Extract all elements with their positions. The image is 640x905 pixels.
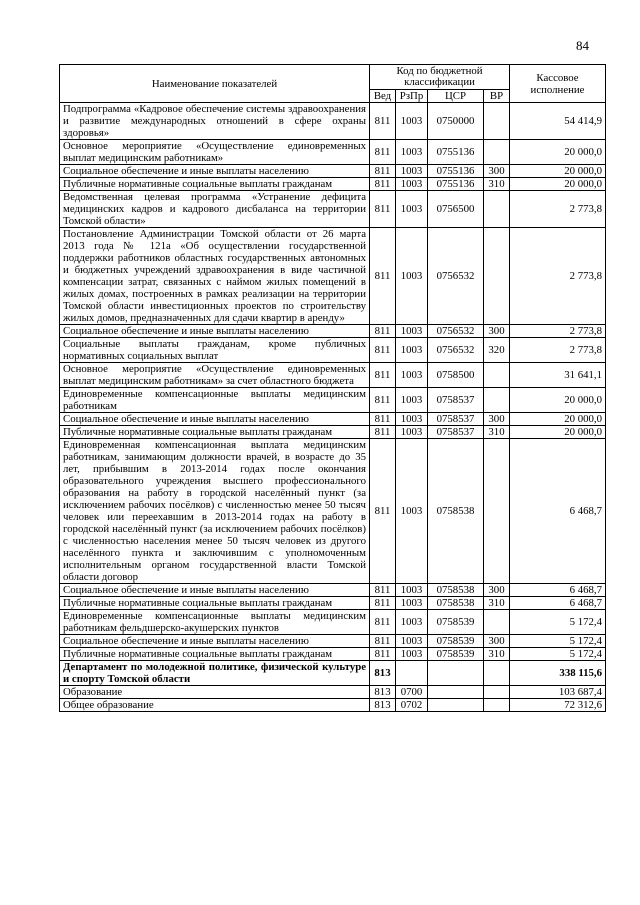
row-ved: 811 xyxy=(370,635,396,648)
row-vr: 310 xyxy=(484,426,510,439)
row-rzpr: 1003 xyxy=(396,426,428,439)
row-amount: 2 773,8 xyxy=(510,228,606,325)
row-csr: 0756500 xyxy=(428,191,484,228)
row-rzpr: 0700 xyxy=(396,686,428,699)
row-name: Социальное обеспечение и иные выплаты населению xyxy=(60,413,370,426)
table-row xyxy=(60,165,606,178)
row-rzpr: 1003 xyxy=(396,140,428,165)
row-ved: 811 xyxy=(370,325,396,338)
row-ved: 811 xyxy=(370,439,396,584)
row-ved: 811 xyxy=(370,338,396,363)
table-row xyxy=(60,363,606,388)
row-rzpr: 1003 xyxy=(396,178,428,191)
table-row xyxy=(60,191,606,228)
row-name: Департамент по молодежной политике, физической культуре и спорту Томской области xyxy=(60,661,370,686)
row-amount: 5 172,4 xyxy=(510,648,606,661)
row-amount: 20 000,0 xyxy=(510,165,606,178)
row-name: Социальное обеспечение и иные выплаты населению xyxy=(60,635,370,648)
row-name: Социальное обеспечение и иные выплаты населению xyxy=(60,325,370,338)
row-amount: 338 115,6 xyxy=(510,661,606,686)
row-name: Единовременная компенсационная выплата медицинским работникам, занимающим должности врачей, в возрасте до 35 лет, прибывшим в 2013-2014 годах после окончания образовательного учреждения высшего профессионального образования на работу в городской населённый пункт (за исключением рабочих посёлков) с численностью менее 50 тысяч человек или переехавшим в 2013-2014 годах на работу в городской населённый пункт (за исключением рабочих посёлков) с численностью населения менее 50 тысяч человек из другого населённого пункта и заключившим с уполномоченным исполнительным органом государственной власти Томской области договор xyxy=(60,439,370,584)
row-csr: 0758538 xyxy=(428,439,484,584)
table-row xyxy=(60,597,606,610)
row-name: Публичные нормативные социальные выплаты гражданам xyxy=(60,648,370,661)
table-body xyxy=(60,103,606,712)
row-vr xyxy=(484,363,510,388)
row-name: Публичные нормативные социальные выплаты гражданам xyxy=(60,597,370,610)
row-ved: 811 xyxy=(370,228,396,325)
row-rzpr: 1003 xyxy=(396,388,428,413)
header-name: Наименование показателей xyxy=(60,65,370,103)
row-csr: 0758539 xyxy=(428,648,484,661)
header-rzpr: РзПр xyxy=(396,90,428,103)
table-row xyxy=(60,178,606,191)
table-row xyxy=(60,140,606,165)
table-row xyxy=(60,699,606,712)
row-rzpr: 1003 xyxy=(396,610,428,635)
row-amount: 20 000,0 xyxy=(510,178,606,191)
header-amount: Кассовое исполнение xyxy=(510,65,606,103)
row-vr: 310 xyxy=(484,178,510,191)
row-csr: 0758537 xyxy=(428,426,484,439)
header-vr: ВР xyxy=(484,90,510,103)
row-ved: 811 xyxy=(370,140,396,165)
row-vr: 300 xyxy=(484,165,510,178)
row-vr xyxy=(484,699,510,712)
row-ved: 811 xyxy=(370,165,396,178)
row-amount: 20 000,0 xyxy=(510,413,606,426)
row-ved: 811 xyxy=(370,178,396,191)
row-ved: 813 xyxy=(370,661,396,686)
row-vr: 320 xyxy=(484,338,510,363)
row-name: Общее образование xyxy=(60,699,370,712)
row-rzpr: 1003 xyxy=(396,439,428,584)
header-csr: ЦСР xyxy=(428,90,484,103)
row-name: Публичные нормативные социальные выплаты гражданам xyxy=(60,426,370,439)
row-rzpr: 1003 xyxy=(396,413,428,426)
row-name: Социальное обеспечение и иные выплаты населению xyxy=(60,584,370,597)
row-vr xyxy=(484,661,510,686)
row-rzpr: 0702 xyxy=(396,699,428,712)
row-vr xyxy=(484,388,510,413)
row-name: Единовременные компенсационные выплаты медицинским работникам xyxy=(60,388,370,413)
table-row xyxy=(60,325,606,338)
row-vr: 310 xyxy=(484,597,510,610)
row-rzpr: 1003 xyxy=(396,325,428,338)
row-ved: 811 xyxy=(370,648,396,661)
row-csr xyxy=(428,699,484,712)
row-ved: 811 xyxy=(370,363,396,388)
table-row xyxy=(60,426,606,439)
table-header xyxy=(60,65,606,103)
row-name: Образование xyxy=(60,686,370,699)
row-vr xyxy=(484,439,510,584)
table-row xyxy=(60,103,606,140)
row-rzpr: 1003 xyxy=(396,338,428,363)
row-name: Единовременные компенсационные выплаты медицинским работникам фельдшерско-акушерских пунктов xyxy=(60,610,370,635)
budget-table xyxy=(59,64,606,712)
row-vr xyxy=(484,103,510,140)
row-csr: 0750000 xyxy=(428,103,484,140)
row-amount: 20 000,0 xyxy=(510,426,606,439)
row-csr: 0758539 xyxy=(428,610,484,635)
row-amount: 31 641,1 xyxy=(510,363,606,388)
header-ved: Вед xyxy=(370,90,396,103)
row-csr: 0758538 xyxy=(428,597,484,610)
table-row xyxy=(60,584,606,597)
row-amount: 6 468,7 xyxy=(510,597,606,610)
table-row xyxy=(60,610,606,635)
row-amount: 20 000,0 xyxy=(510,140,606,165)
row-csr: 0756532 xyxy=(428,338,484,363)
row-ved: 811 xyxy=(370,388,396,413)
row-vr xyxy=(484,228,510,325)
row-name: Основное мероприятие «Осуществление единовременных выплат медицинским работникам» за счет областного бюджета xyxy=(60,363,370,388)
row-csr: 0758537 xyxy=(428,413,484,426)
row-ved: 811 xyxy=(370,426,396,439)
row-vr xyxy=(484,140,510,165)
row-ved: 811 xyxy=(370,597,396,610)
table-row xyxy=(60,686,606,699)
row-ved: 813 xyxy=(370,699,396,712)
row-csr: 0755136 xyxy=(428,165,484,178)
row-name: Постановление Администрации Томской области от 26 марта 2013 года № 121а «Об осуществлении государственной поддержки работников областных государственных автономных и бюджетных учреждений здравоохранения в виде частичной компенсации затрат, связанных с наймом жилых помещений в жилых домах, построенных в рамках реализации на территории Томской области инвестиционных проектов по строительству жилых домов, предназначенных для сдачи квартир в аренду» xyxy=(60,228,370,325)
row-rzpr: 1003 xyxy=(396,228,428,325)
row-vr: 300 xyxy=(484,584,510,597)
row-vr: 300 xyxy=(484,413,510,426)
row-amount: 5 172,4 xyxy=(510,635,606,648)
row-name: Публичные нормативные социальные выплаты гражданам xyxy=(60,178,370,191)
row-vr xyxy=(484,191,510,228)
row-ved: 811 xyxy=(370,584,396,597)
table-row xyxy=(60,439,606,584)
row-amount: 6 468,7 xyxy=(510,439,606,584)
row-name: Подпрограмма «Кадровое обеспечение системы здравоохранения и развитие международных отношений в сфере охраны здоровья» xyxy=(60,103,370,140)
row-csr: 0758538 xyxy=(428,584,484,597)
table-row xyxy=(60,228,606,325)
row-name: Основное мероприятие «Осуществление единовременных выплат медицинским работникам» xyxy=(60,140,370,165)
row-csr: 0758500 xyxy=(428,363,484,388)
row-rzpr: 1003 xyxy=(396,191,428,228)
row-vr: 300 xyxy=(484,635,510,648)
row-amount: 6 468,7 xyxy=(510,584,606,597)
row-rzpr: 1003 xyxy=(396,165,428,178)
header-code-group: Код по бюджетной классификации xyxy=(370,65,510,90)
row-name: Ведомственная целевая программа «Устранение дефицита медицинских кадров и кадрового дисбаланса на территории Томской области» xyxy=(60,191,370,228)
row-ved: 811 xyxy=(370,610,396,635)
row-ved: 813 xyxy=(370,686,396,699)
row-vr xyxy=(484,686,510,699)
row-amount: 103 687,4 xyxy=(510,686,606,699)
row-amount: 2 773,8 xyxy=(510,325,606,338)
row-rzpr: 1003 xyxy=(396,363,428,388)
row-name: Социальные выплаты гражданам, кроме публичных нормативных социальных выплат xyxy=(60,338,370,363)
row-csr xyxy=(428,686,484,699)
table-row xyxy=(60,338,606,363)
row-rzpr: 1003 xyxy=(396,635,428,648)
row-rzpr: 1003 xyxy=(396,103,428,140)
row-amount: 2 773,8 xyxy=(510,338,606,363)
row-vr xyxy=(484,610,510,635)
row-csr: 0755136 xyxy=(428,178,484,191)
row-ved: 811 xyxy=(370,103,396,140)
table-row xyxy=(60,413,606,426)
row-ved: 811 xyxy=(370,413,396,426)
row-csr: 0755136 xyxy=(428,140,484,165)
row-rzpr: 1003 xyxy=(396,584,428,597)
page-number: 84 xyxy=(576,38,589,53)
table-row xyxy=(60,388,606,413)
row-name: Социальное обеспечение и иные выплаты населению xyxy=(60,165,370,178)
row-amount: 5 172,4 xyxy=(510,610,606,635)
row-rzpr: 1003 xyxy=(396,597,428,610)
row-ved: 811 xyxy=(370,191,396,228)
row-amount: 20 000,0 xyxy=(510,388,606,413)
row-amount: 2 773,8 xyxy=(510,191,606,228)
row-amount: 54 414,9 xyxy=(510,103,606,140)
table-row xyxy=(60,648,606,661)
row-vr: 300 xyxy=(484,325,510,338)
table-row xyxy=(60,661,606,686)
table-row xyxy=(60,635,606,648)
row-csr: 0756532 xyxy=(428,325,484,338)
row-vr: 310 xyxy=(484,648,510,661)
row-csr xyxy=(428,661,484,686)
row-csr: 0756532 xyxy=(428,228,484,325)
row-csr: 0758539 xyxy=(428,635,484,648)
row-csr: 0758537 xyxy=(428,388,484,413)
row-rzpr: 1003 xyxy=(396,648,428,661)
row-rzpr xyxy=(396,661,428,686)
row-amount: 72 312,6 xyxy=(510,699,606,712)
